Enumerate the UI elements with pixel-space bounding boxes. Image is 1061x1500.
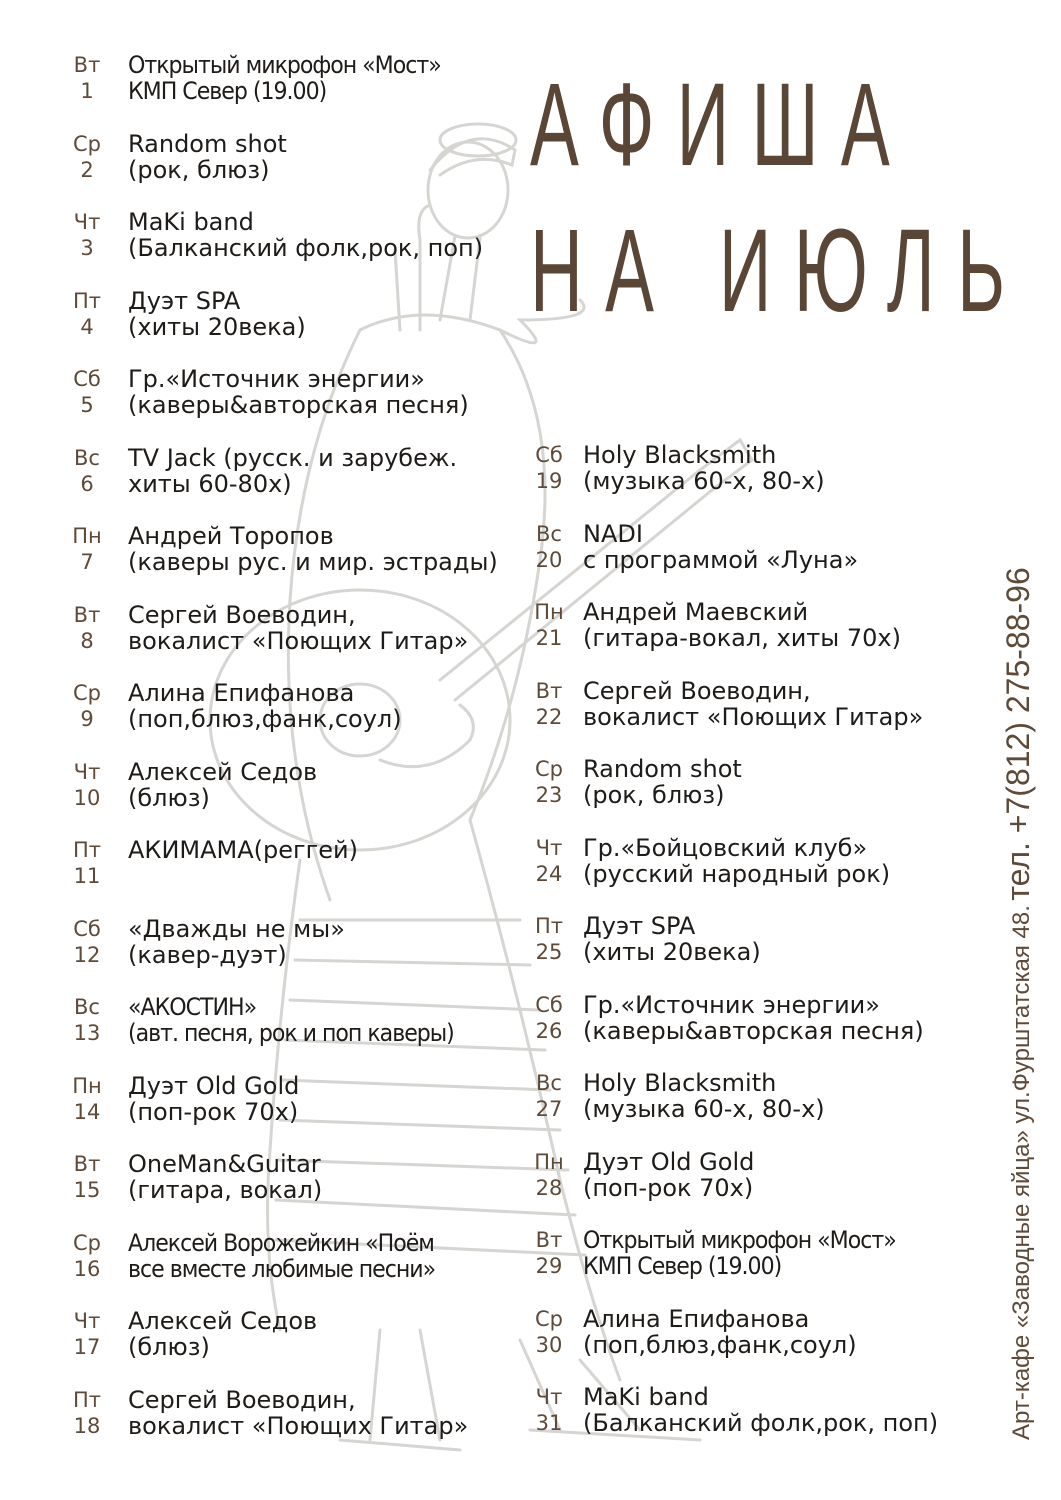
event-subtitle: (авт. песня, рок и поп каверы) [128,1019,454,1047]
weekday: Чт [73,759,101,784]
event-subtitle: (Балканский фолк,рок, поп) [583,1409,939,1437]
day-number: 1 [80,79,94,103]
event-title: Алина Епифанова [128,679,355,707]
event-title: Открытый микрофон «Мост» [128,51,441,79]
weekday: Пн [534,1149,564,1174]
event-subtitle: (хиты 20века) [583,938,761,966]
venue-phone[interactable]: тел. +7(812) 275-88-96 [1000,567,1036,901]
event-title: Holy Blacksmith [583,1069,777,1097]
weekday: Вт [73,602,101,627]
event-title: «АКОСТИН» [128,993,257,1021]
event-subtitle: все вместе любимые песни» [128,1254,436,1283]
event-title: Гр.«Бойцовский клуб» [583,833,868,862]
event-subtitle: вокалист «Поющих Гитар» [128,1411,469,1440]
event-subtitle: вокалист «Поющих Гитар» [583,702,924,731]
weekday: Сб [535,443,563,467]
day-number: 26 [535,1018,563,1043]
poster-title [530,52,1028,344]
event-subtitle: вокалист «Поющих Гитар» [128,626,469,655]
event-title: Алина Епифанова [583,1304,810,1333]
event-subtitle: (хиты 20века) [128,312,306,341]
event-title: Открытый микрофон «Мост» [583,1226,896,1254]
day-number: 20 [535,547,563,572]
weekday: Пт [72,838,102,862]
day-number: 12 [73,942,101,967]
weekday: Вт [73,53,101,77]
day-number: 22 [535,704,563,729]
weekday: Чт [535,835,563,860]
title-line-na-iyul: НА ИЮЛЬ [530,205,1028,337]
event-title: Алексей Седов [128,1307,318,1335]
day-number: 21 [535,626,563,650]
event-subtitle: КМП Север (19.00) [583,1252,782,1280]
event-title: Random shot [128,129,287,158]
weekday: Вс [74,995,100,1019]
day-number: 5 [80,393,94,417]
day-number: 18 [73,1413,101,1438]
event-subtitle: (поп-рок 70х) [128,1097,299,1126]
day-number: 8 [80,628,94,653]
weekday: Пн [534,600,564,624]
event-subtitle: (Балканский фолк,рок, поп) [128,234,484,262]
event-title: MaKi band [128,208,254,236]
event-subtitle: (каверы&авторская песня) [128,391,469,419]
day-number: 25 [535,940,563,964]
weekday: Вс [536,1071,562,1095]
weekday: Пт [72,288,102,313]
weekday: Пн [72,1073,102,1098]
day-number: 9 [80,707,94,731]
weekday: Чт [73,210,101,234]
event-title: Алексей Седов [128,757,318,786]
event-subtitle: (музыка 60-х, 80-х) [583,467,825,495]
event-title: NADI [583,519,643,548]
event-title: Сергей Воеводин, [128,1385,356,1414]
event-subtitle: (гитара-вокал, хиты 70х) [583,624,901,652]
day-number: 3 [80,236,94,260]
event-title: Гр.«Источник энергии» [583,990,880,1019]
day-number: 16 [73,1256,101,1281]
event-title: Сергей Воеводин, [128,600,356,629]
event-title: OneMan&Guitar [128,1150,321,1178]
event-subtitle: (гитара, вокал) [128,1176,323,1204]
event-title: MaKi band [583,1383,709,1411]
event-title: Дуэт SPA [583,912,696,940]
event-title: Random shot [583,755,742,783]
event-subtitle: (рок, блюз) [583,781,725,809]
weekday: Ср [535,1306,563,1331]
day-number: 11 [73,864,101,888]
event-title: Holy Blacksmith [583,441,777,469]
event-subtitle: (поп,блюз,фанк,соул) [583,1330,857,1359]
day-number: 30 [535,1332,563,1357]
day-number: 13 [73,1021,101,1045]
title-line-afisha: АФИША [530,59,913,191]
day-number: 2 [80,157,94,182]
event-subtitle: (музыка 60-х, 80-х) [583,1095,825,1123]
event-title: Сергей Воеводин, [583,676,811,705]
event-title: Алексей Ворожейкин «Поём [128,1228,434,1257]
event-title: АКИМАМА(реггей) [128,836,358,864]
venue-address: Арт-кафе «Заводные яйца» ул.Фурштатская 48. [1008,905,1035,1440]
day-number: 17 [73,1335,101,1359]
event-subtitle: КМП Север (19.00) [128,77,327,105]
event-subtitle: (каверы рус. и мир. эстрады) [128,548,498,576]
event-title: «Дважды не мы» [128,914,345,943]
weekday: Чт [535,1385,563,1409]
weekday: Сб [73,916,101,941]
weekday: Вт [535,678,563,703]
day-number: 29 [535,1254,563,1278]
day-number: 15 [73,1178,101,1202]
weekday: Вт [535,1228,563,1252]
weekday: Чт [73,1309,101,1333]
weekday: Пт [72,1387,102,1412]
event-subtitle: (кавер-дуэт) [128,940,287,969]
event-subtitle: (каверы&авторская песня) [583,1016,924,1045]
venue-address-block [1000,567,1037,1440]
weekday: Пт [534,914,564,938]
day-number: 14 [73,1099,101,1124]
weekday: Ср [73,1230,101,1255]
weekday: Ср [73,131,101,156]
event-title: Гр.«Источник энергии» [128,365,425,393]
weekday: Ср [73,681,101,705]
day-number: 28 [535,1175,563,1200]
day-number: 23 [535,783,563,807]
weekday: Ср [535,757,563,781]
day-number: 31 [535,1411,563,1435]
event-subtitle: (поп-рок 70х) [583,1173,754,1202]
day-number: 6 [80,471,94,496]
weekday: Сб [73,367,101,391]
event-subtitle: (рок, блюз) [128,155,270,184]
event-subtitle: с программой «Луна» [583,545,859,574]
event-title: Дуэт SPA [128,286,241,315]
day-number: 27 [535,1097,563,1121]
weekday: Пн [72,524,102,548]
event-title: Дуэт Old Gold [583,1147,755,1176]
event-subtitle: хиты 60-80х) [128,469,292,498]
day-number: 10 [73,785,101,810]
event-subtitle: (блюз) [128,1333,210,1361]
event-title: Дуэт Old Gold [128,1071,300,1100]
weekday: Вс [536,521,562,546]
weekday: Сб [535,992,563,1017]
day-number: 24 [535,861,563,886]
event-title: TV Jack (русск. и зарубеж. [128,443,458,472]
event-title: Андрей Маевский [583,598,809,626]
day-number: 19 [535,469,563,493]
day-number: 7 [80,550,94,574]
event-subtitle: (русский народный рок) [583,859,891,888]
day-number: 4 [80,314,94,339]
weekday: Вс [74,445,100,470]
event-title: Андрей Торопов [128,522,334,550]
weekday: Вт [73,1152,101,1176]
event-subtitle: (блюз) [128,783,210,812]
event-subtitle: (поп,блюз,фанк,соул) [128,705,402,733]
